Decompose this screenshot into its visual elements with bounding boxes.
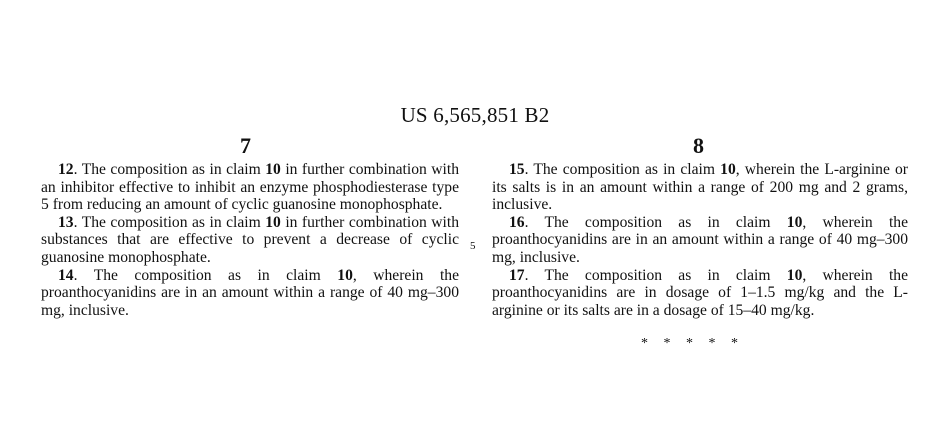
claim-16 [492,214,908,267]
claim-text: . The composition as in claim [73,213,266,231]
claim-reference: 10 [337,266,353,284]
claim-number: 14 [58,266,74,284]
patent-number-header: US 6,565,851 B2 [400,103,550,127]
claim-reference: 10 [786,266,803,284]
column-number-right: 8 [693,133,704,158]
claim-text: in further combination with an inhibitor effective to inhibit an enzyme phosphodiesterase type 5 from reducing an amount of cyclic guanosine monophosphate. [41,161,460,214]
column-number-left: 7 [240,133,251,158]
claim-text: . The composition as in claim [524,161,721,178]
left-column [41,161,459,319]
claim-number: 12 [58,161,74,178]
claim-reference: 10 [265,161,281,178]
claim-text: , wherein the proanthocyanidins are in an amount within a range of 40 mg–300 mg, inclusive. [492,213,909,266]
right-column [492,161,908,319]
claim-number: 16 [509,213,525,231]
claim-15 [492,161,908,214]
claim-text: . The composition as in claim [524,266,787,284]
claim-17 [492,267,908,320]
claim-reference: 10 [265,213,281,231]
claim-text: . The composition as in claim [524,213,787,231]
claim-text: in further combination with substances that are effective to prevent a decrease of cyclic guanosine monophosphate. [41,213,460,266]
claim-number: 13 [58,213,74,231]
claim-text: . The composition as in claim [73,266,338,284]
claim-text: , wherein the proanthocyanidins are in dosage of 1–1.5 mg/kg and the L-arginine or its salts are in a dosage of 15–40 mg/kg. [492,266,909,319]
claim-reference: 10 [720,161,736,178]
claim-12 [41,161,459,214]
claim-14 [41,267,459,320]
claim-reference: 10 [786,213,803,231]
claim-text: , wherein the L-arginine or its salts is in an amount within a range of 200 mg and 2 grams, inclusive. [492,161,908,214]
claim-13 [41,214,459,267]
claim-number: 15 [509,161,525,178]
line-number-marker: 5 [470,240,476,252]
claim-number: 17 [509,266,525,284]
end-of-document-marker: * * * * * [641,336,738,351]
claim-text: . The composition as in claim [73,161,266,178]
claim-text: , wherein the proanthocyanidins are in an amount within a range of 40 mg–300 mg, inclusive. [41,266,460,319]
